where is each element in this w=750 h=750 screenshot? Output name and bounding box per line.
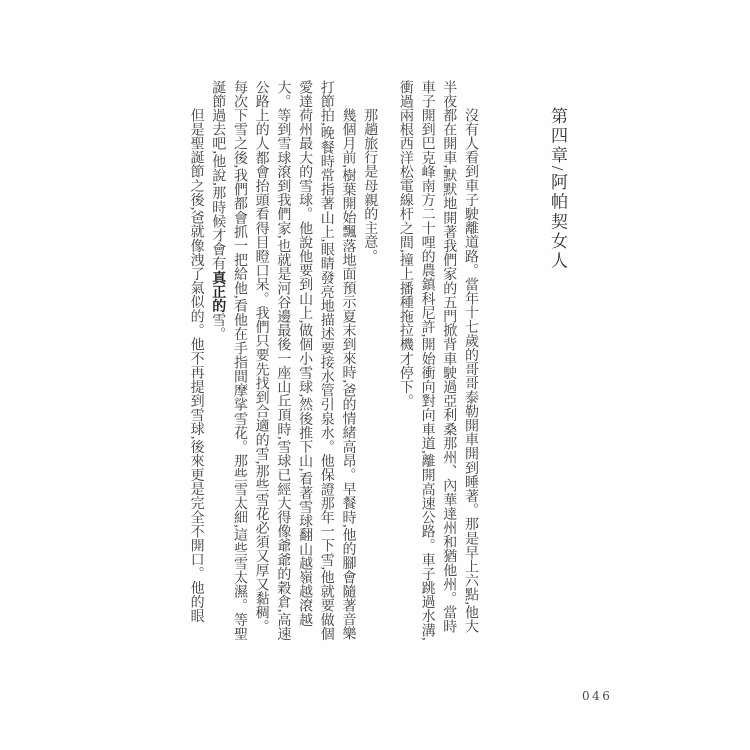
body-text <box>161 80 481 644</box>
text-run: 幾個月前,樹葉開始飄落地面預示夏末到來時,爸的情緒高昂。早餐時,他的腳會隨著音樂打節拍,晚餐時常指著山上,眼睛發亮地描述要接水管引泉水。他保證那年一下雪,他就要做個愛達荷州最大的雪球。他說他要到山上,做個小雪球,然後推下山,看著雪球翻山越嶺越滾越大。等到雪球滾到我們家,也就是河谷邊最後一座山丘頂時,雪球已經大得像爺爺的穀倉,高速公路上的人都會抬頭看得目瞪口呆。我們只要先找到合適的雪,那些雪花必須又厚又黏稠。每次下雪之後,我們都會抓一把給他,看他在手指間摩挲雪花。那些雪太細,這些雪太濕。等聖誕節過去吧,他說,那時候才會有 <box>210 80 356 641</box>
text-run: 但是聖誕節之後,爸就像洩了氣似的。他不再提到雪球,後來更是完全不開口。他的眼 <box>188 108 204 623</box>
chapter-title: 第四章/阿帕契女人 <box>548 107 567 272</box>
paragraph <box>185 80 207 644</box>
text-run: 沒有人看到車子駛離道路。當年十七歲的哥哥泰勒開車開到睡著。那是早上六點,他大半夜都在開車,默默地開著我們家的五門掀背車駛過亞利桑那州、內華達州和猶他州。當時車子開到巴克峰南方二十哩的農鎮科尼許,開始衝向對向車道,離開高速公路。車子跳過水溝,衝過兩根西洋松電線杆之間,撞上播種拖拉機才停下。 <box>397 80 478 641</box>
page-number: 046 <box>582 689 613 703</box>
text-run: 那趟旅行是母親的主意。 <box>362 108 378 264</box>
text-run: 雪。 <box>210 312 226 342</box>
emphasis-text: 真正的 <box>210 270 226 313</box>
paragraph <box>394 80 481 644</box>
paragraph <box>207 80 359 644</box>
paragraph <box>358 80 380 644</box>
